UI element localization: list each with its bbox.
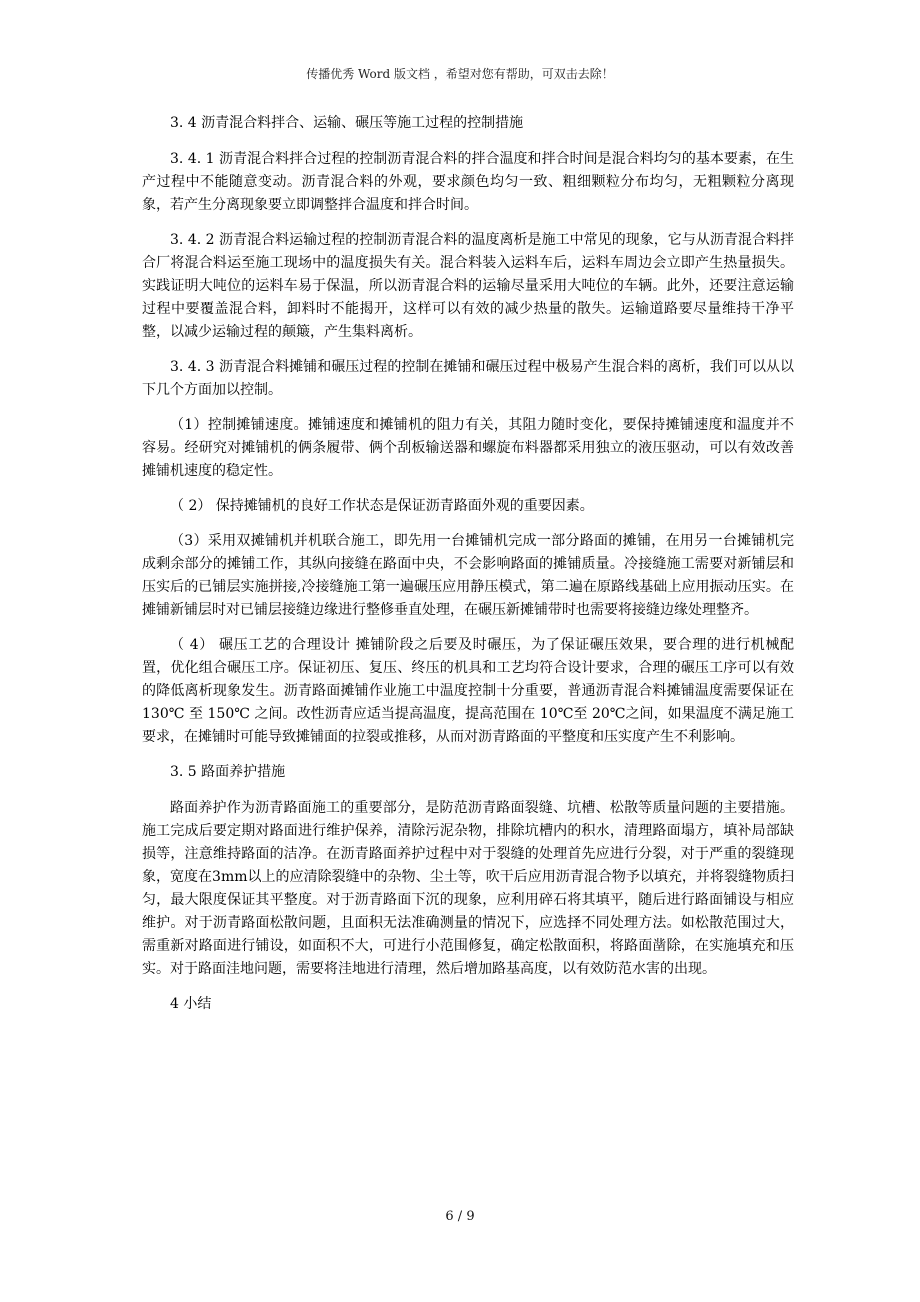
section-heading-4: 4 小结: [170, 996, 212, 1012]
paragraph-3-4-2: 3. 4. 2 沥青混合料运输过程的控制沥青混合料的温度离析是施工中常见的现象，它与从沥青混合料拌合厂将混合料运至施工现场中的温度损失有关。混合料装入运料车后，运料车周边会立即产生热量损失。实践证明大吨位的运料车易于保温，所以沥青混合料的运输尽量采用大吨位的车辆。此外，还要注意运输过程中要覆盖混合料，卸料时不能揭开，这样可以有效的减少热量的散失。运输道路要尽量维持干净平整，以减少运输过程的颠簸，产生集料离析。: [142, 232, 794, 340]
header-note: 传播优秀 Word 版文档 ，希望对您有帮助，可双击去除！: [306, 67, 614, 81]
paragraph-3-5: 路面养护作为沥青路面施工的重要部分，是防范沥青路面裂缝、坑槽、松散等质量问题的主要措施。施工完成后要定期对路面进行维护保养，清除污泥杂物，排除坑槽内的积水，清理路面塌方，填补局部缺损等，注意维持路面的洁净。在沥青路面养护过程中对于裂缝的处理首先应进行分裂，对于严重的裂缝现象，宽度在3mm以上的应清除裂缝中的杂物、尘土等，吹干后应用沥青混合物予以填充，并将裂缝物质扫匀，最大限度保证其平整度。对于沥青路面下沉的现象，应利用碎石将其填平，随后进行路面铺设与相应维护。对于沥青路面松散问题，且面积无法准确测量的情况下，应选择不同处理方法。如松散范围过大，需重新对路面进行铺设，如面积不大，可进行小范围修复，确定松散面积，将路面凿除，在实施填充和压实。对于路面洼地问题，需要将洼地进行清理，然后增加路基高度，以有效防范水害的出现。: [142, 800, 794, 977]
document-body: [142, 112, 794, 1028]
page-number: 6 / 9: [445, 1209, 475, 1224]
paragraph-3-4-3: 3. 4. 3 沥青混合料摊铺和碾压过程的控制在摊铺和碾压过程中极易产生混合料的离析，我们可以从以下几个方面加以控制。: [142, 359, 794, 398]
section-heading-3-4: 3. 4 沥青混合料拌合、运输、碾压等施工过程的控制措施: [170, 115, 524, 131]
paragraph-item-4: （ 4） 碾压工艺的合理设计 摊铺阶段之后要及时碾压，为了保证碾压效果，要合理的进行机械配置，优化组合碾压工序。保证初压、复压、终压的机具和工艺均符合设计要求，合理的碾压工序可以有效的降低离析现象发生。沥青路面摊铺作业施工中温度控制十分重要，普通沥青混合料摊铺温度需要保证在 130℃ 至 150℃ 之间。改性沥青应适当提高温度，提高范围在 10℃至 20℃之间，如果温度不满足施工要求，在摊铺时可能导致摊铺面的拉裂或推移，从而对沥青路面的平整度和压实度产生不利影响。: [142, 637, 794, 745]
paragraph-item-1: （1）控制摊铺速度。摊铺速度和摊铺机的阻力有关，其阻力随时变化，要保持摊铺速度和温度并不容易。经研究对摊铺机的俩条履带、俩个刮板输送器和螺旋布料器都采用独立的液压驱动，可以有效改善摊铺机速度的稳定性。: [142, 417, 794, 479]
paragraph-item-3: （3）采用双摊铺机并机联合施工，即先用一台摊铺机完成一部分路面的摊铺，在用另一台摊铺机完成剩余部分的摊铺工作，其纵向接缝在路面中央，不会影响路面的摊铺质量。冷接缝施工需要对新铺层和压实后的已铺层实施拼接,冷接缝施工第一遍碾压应用静压模式，第二遍在原路线基础上应用振动压实。在摊铺新铺层时对已铺层接缝边缘进行整修垂直处理，在碾压新摊铺带时也需要将接缝边缘处理整齐。: [142, 533, 794, 618]
section-heading-3-5: 3. 5 路面养护措施: [170, 764, 286, 780]
paragraph-3-4-1: 3. 4. 1 沥青混合料拌合过程的控制沥青混合料的拌合温度和拌合时间是混合料均匀的基本要素，在生产过程中不能随意变动。沥青混合料的外观，要求颜色均匀一致、粗细颗粒分布均匀，无粗颗粒分离现象，若产生分离现象要立即调整拌合温度和拌合时间。: [142, 151, 794, 213]
paragraph-item-2: （ 2） 保持摊铺机的良好工作状态是保证沥青路面外观的重要因素。: [170, 498, 594, 514]
